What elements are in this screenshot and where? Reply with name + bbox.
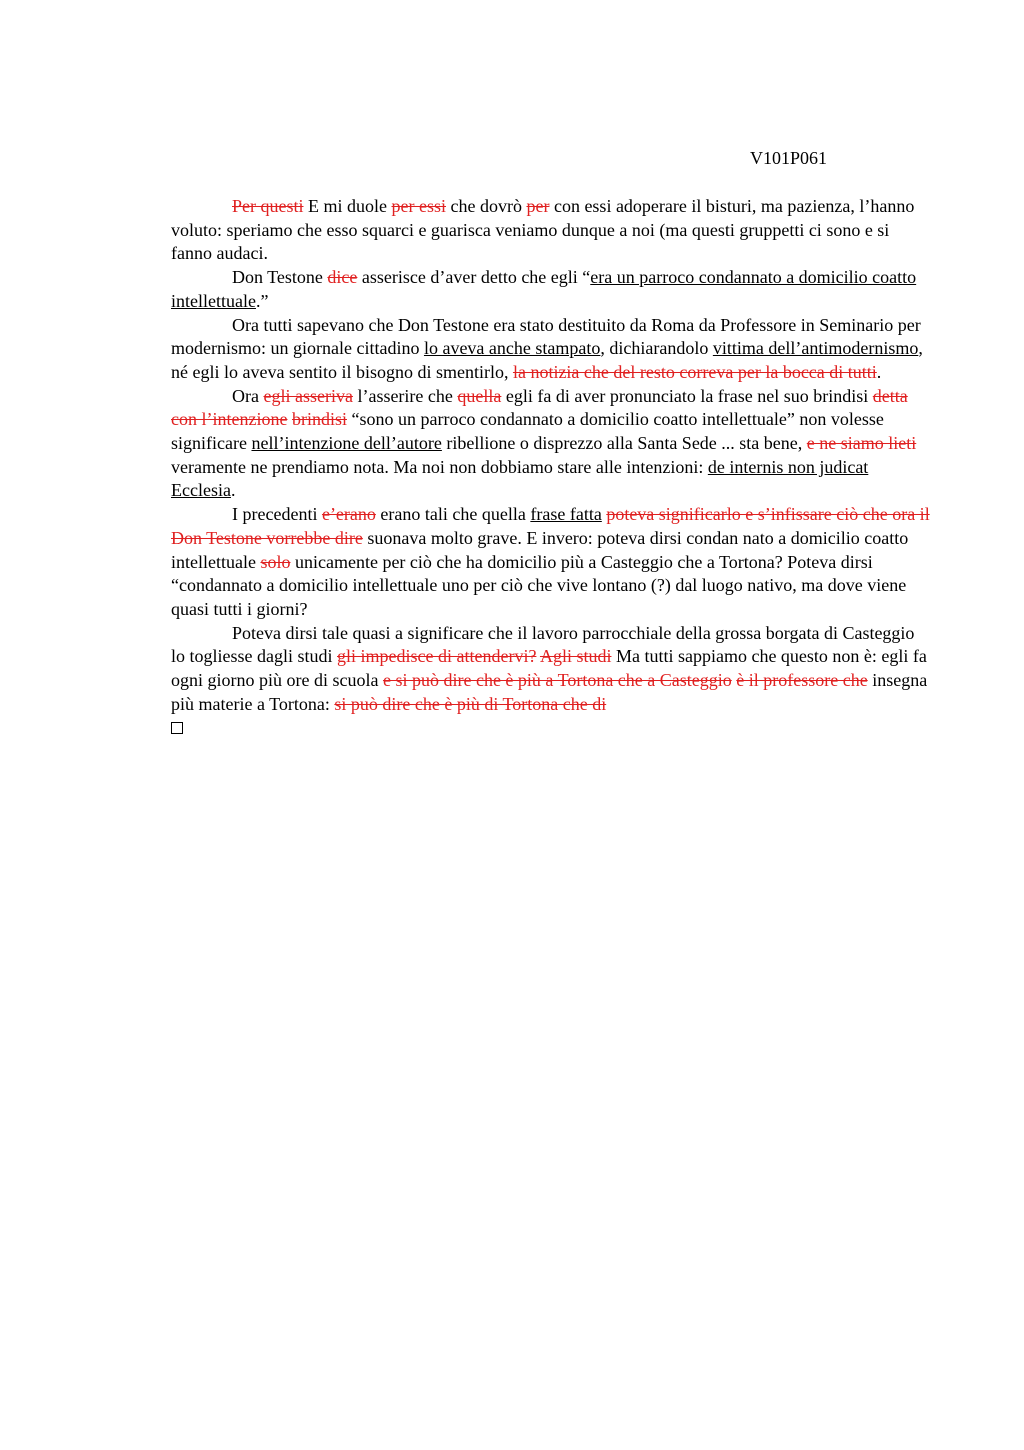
deleted-text: la notizia che del resto correva per la bocca di tutti — [512, 361, 877, 382]
checkbox-icon — [171, 722, 183, 734]
deleted-text: quella — [457, 385, 502, 406]
paragraph — [171, 622, 931, 717]
deleted-text: Per questi — [232, 196, 304, 216]
paragraph — [171, 314, 931, 385]
text-run: che dovrò — [445, 196, 527, 216]
paragraph — [171, 503, 931, 622]
text-run: egli fa di aver pronunciato la frase nel suo brindisi — [501, 385, 873, 406]
deleted-text: gli impedisce di attendervi? — [337, 646, 537, 667]
text-run: con essi adoperare il bisturi, ma pazienza, l’hanno voluto: speriamo che esso squarci e guarisca veniamo dunque a noi (ma questi gruppetti ci sono e si fanno audaci. — [171, 196, 915, 264]
deleted-text: poteva significarlo e s’infissare ciò che ora il Don Testone vorrebbe dire — [171, 504, 930, 548]
paragraph — [171, 266, 931, 313]
document-body — [171, 195, 931, 741]
deleted-text: e si può dire che è più a Tortona che a Casteggio — [382, 670, 732, 691]
text-run: . — [876, 361, 882, 382]
text-run: suonava molto grave. E invero: poteva dirsi condan nato a domicilio coatto intellettuale — [171, 527, 909, 572]
text-run: , né egli lo aveva sentito il bisogno di smentirlo, — [171, 338, 923, 382]
deleted-text: e’erano — [321, 504, 376, 525]
text-run: erano tali che quella — [375, 504, 531, 525]
text-run: Ora — [232, 385, 264, 406]
deleted-text: per — [526, 196, 550, 216]
deleted-text: egli asseriva — [263, 385, 353, 406]
text-run: E mi duole — [303, 196, 392, 216]
text-run: Ma tutti sappiamo che questo non è: egli fa ogni giorno più ore di scuola — [171, 646, 927, 691]
page-identifier: V101P061 — [750, 148, 828, 168]
text-run: Poteva dirsi tale quasi a significare che il lavoro parrocchiale della grossa borgata di Casteggio lo togliesse dagli studi — [171, 622, 915, 667]
text-run: I precedenti — [232, 504, 322, 525]
text-run: Ora tutti sapevano che Don Testone era stato destituito da Roma da Professore in Seminario per modernismo: un giornale cittadino — [171, 314, 921, 359]
deleted-text: e ne siamo lieti — [806, 433, 917, 454]
text-run: .” — [255, 290, 269, 311]
deleted-text: brindisi — [291, 409, 347, 430]
text-run: asserisce d’aver detto che egli “ — [357, 267, 591, 288]
underlined-text: lo aveva anche stampato — [423, 338, 601, 359]
underlined-text: era un parroco condannato a domicilio coatto intellettuale — [171, 267, 917, 311]
text-run: l’asserire che — [352, 385, 458, 406]
text-run: unicamente per ciò che ha domicilio più a Casteggio che a Tortona? Poteva dirsi “condannato a domicilio intellettuale uno per ciò che vive lontano (?) dal luogo nativo, ma dove viene quasi tutti i giorni? — [171, 551, 907, 619]
underlined-text: de internis non judicat Ecclesia — [171, 456, 869, 501]
text-run: ribellione o disprezzo alla Santa Sede ... sta bene, — [441, 433, 807, 454]
underlined-text: nell’intenzione dell’autore — [251, 433, 442, 454]
paragraph-list — [171, 195, 931, 716]
deleted-text: è il professore che — [736, 670, 868, 691]
underlined-text: vittima dell’antimodernismo — [712, 338, 919, 359]
text-run: veramente ne prendiamo nota. Ma noi non dobbiamo stare alle intenzioni: — [171, 456, 708, 477]
text-run: Don Testone — [232, 267, 328, 288]
deleted-text: detta con l’intenzione — [171, 385, 908, 430]
deleted-text: per essi — [391, 196, 446, 216]
paragraph — [171, 195, 931, 266]
text-run: . — [230, 480, 236, 501]
deleted-text: si può dire che è più di Tortona che di — [334, 693, 607, 714]
text-run: insegna più materie a Tortona: — [171, 670, 928, 714]
deleted-text: Agli studi — [539, 646, 612, 667]
deleted-text: dice — [327, 267, 358, 288]
text-run: , dichiarandolo — [600, 338, 713, 359]
text-run: “sono un parroco condannato a domicilio coatto intellettuale” non volesse significare — [171, 409, 884, 454]
paragraph — [171, 385, 931, 504]
underlined-text: frase fatta — [530, 504, 602, 525]
deleted-text: solo — [260, 551, 291, 572]
